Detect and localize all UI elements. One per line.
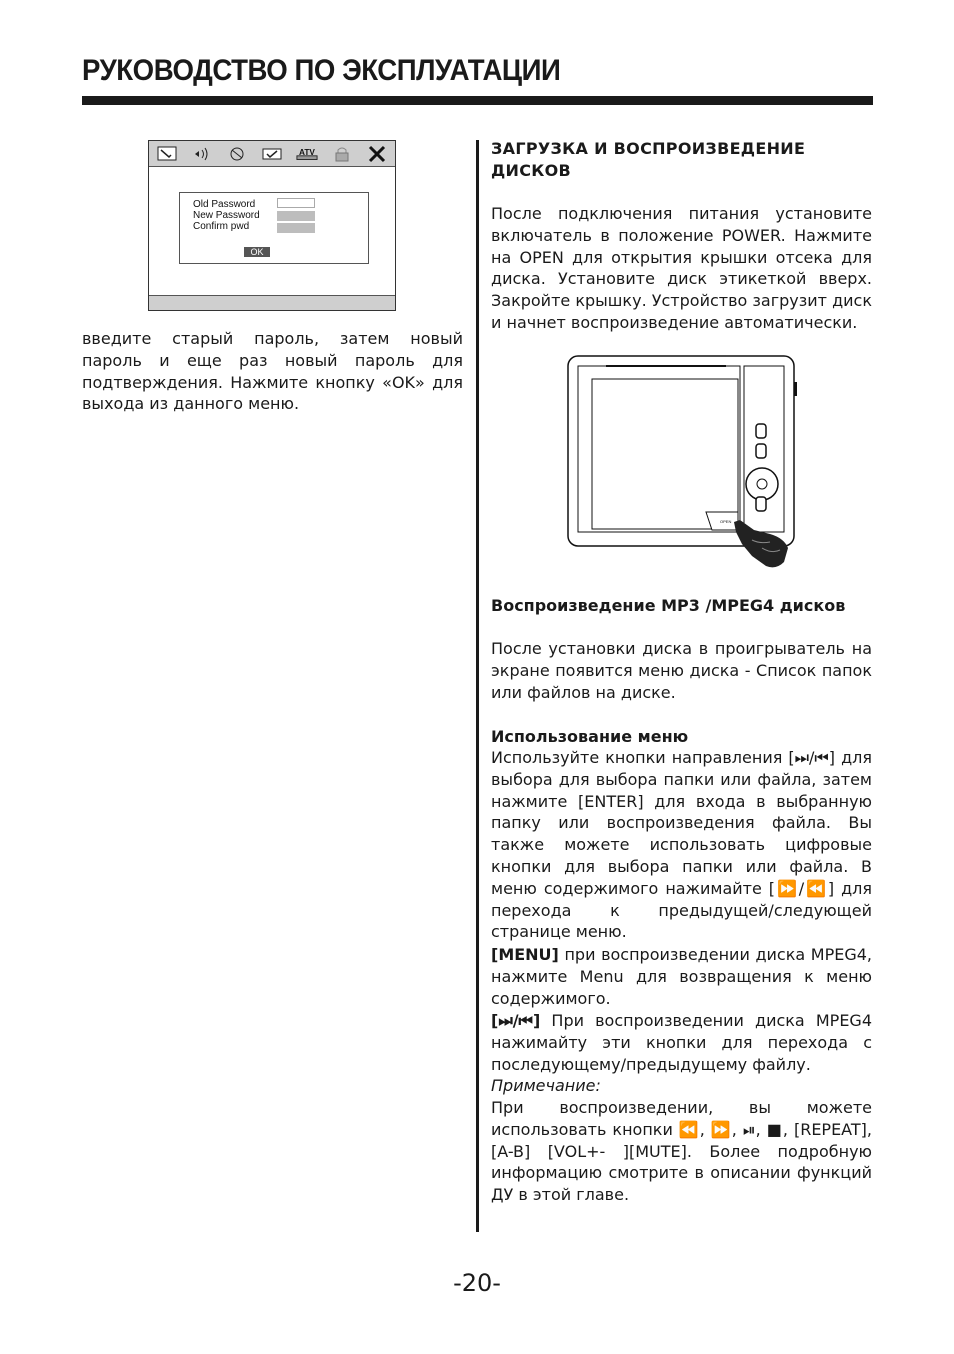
menu-key-text: при воспроизведении диска MPEG4, нажмите Menu для возвращения к меню содержимого. bbox=[491, 945, 872, 1008]
ok-button[interactable]: OK bbox=[244, 247, 270, 257]
menu-usage-text: Используйте кнопки направления [⏭/⏮] для выбора для выбора папки или файла, затем нажмите [ENTER] для входа в выбранную папку или воспроизведения файла. Вы также можете использовать цифровые кнопки для выбора папки или файла. В меню содержимого нажимайте [⏩/⏪] для перехода к предыдущей/следующей странице меню. bbox=[491, 748, 872, 942]
page-header-title: РУКОВОДСТВО ПО ЭКСПЛУАТАЦИИ bbox=[82, 54, 561, 87]
menu-status-bar bbox=[149, 295, 395, 310]
section-title-loading: ЗАГРУЗКА И ВОСПРОИЗВЕДЕНИЕ ДИСКОВ bbox=[491, 139, 806, 180]
left-paragraph: введите старый пароль, затем новый пароль и еще раз новый пароль для подтверждения. Нажмите кнопку «OK» для выхода из данного меню. bbox=[82, 329, 463, 414]
close-icon bbox=[366, 145, 388, 163]
old-password-label: Old Password bbox=[193, 199, 256, 210]
dolby-icon bbox=[226, 145, 248, 163]
general-setup-icon bbox=[156, 145, 178, 163]
confirm-password-field[interactable] bbox=[277, 223, 315, 233]
section-title-mp3: Воспроизведение MP3 /MPEG4 дисков bbox=[491, 596, 846, 615]
menu-key-paragraph bbox=[491, 944, 872, 1009]
section-text-loading: После подключения питания установите включатель в положение POWER. Нажмите на OPEN для открытия крышки отсека для диска. Установите диск этикеткой вверх. Закройте крышку. Устройство загрузит диск и начнет воспроизведение автоматически. bbox=[491, 204, 872, 332]
header-rule bbox=[82, 96, 873, 105]
open-label: OPEN bbox=[720, 519, 732, 524]
new-password-label: New Password bbox=[193, 210, 260, 221]
section-title-menu: Использование меню bbox=[491, 727, 689, 746]
confirm-password-label: Confirm pwd bbox=[193, 221, 250, 232]
skip-key-paragraph bbox=[491, 1010, 872, 1075]
menu-key-label: [MENU] bbox=[491, 945, 559, 964]
note-title: Примечание: bbox=[491, 1076, 601, 1095]
old-password-field[interactable] bbox=[277, 198, 315, 208]
atv-text: ATV bbox=[299, 147, 316, 157]
section-text-mp3: После установки диска в проигрыватель на экране появится меню диска - Список папок или файлов на диске. bbox=[491, 639, 872, 702]
column-divider bbox=[476, 140, 479, 1232]
skip-key-text: При воспроизведении диска MPEG4 нажимайту эти кнопки для перехода с последующему/предыдущему файлу. bbox=[491, 1011, 872, 1074]
password-menu-screenshot bbox=[148, 140, 396, 311]
lock-icon bbox=[331, 145, 353, 163]
atv-icon bbox=[296, 145, 318, 163]
preference-icon bbox=[261, 145, 283, 163]
note-text: При воспроизведении, вы можете использовать кнопки ⏪, ⏩, ⏯, ■, [REPEAT], [A-B] [VOL+- ][MUTE]. Более подробную информацию смотрите в описании функций ДУ в этой главе. bbox=[491, 1098, 872, 1205]
menu-toolbar bbox=[149, 141, 395, 167]
page-number: -20- bbox=[453, 1269, 501, 1297]
new-password-field[interactable] bbox=[277, 211, 315, 221]
audio-icon bbox=[191, 145, 213, 163]
password-dialog bbox=[179, 192, 369, 264]
skip-key-label: [⏭/⏮] bbox=[491, 1011, 541, 1030]
player-illustration bbox=[566, 352, 798, 572]
